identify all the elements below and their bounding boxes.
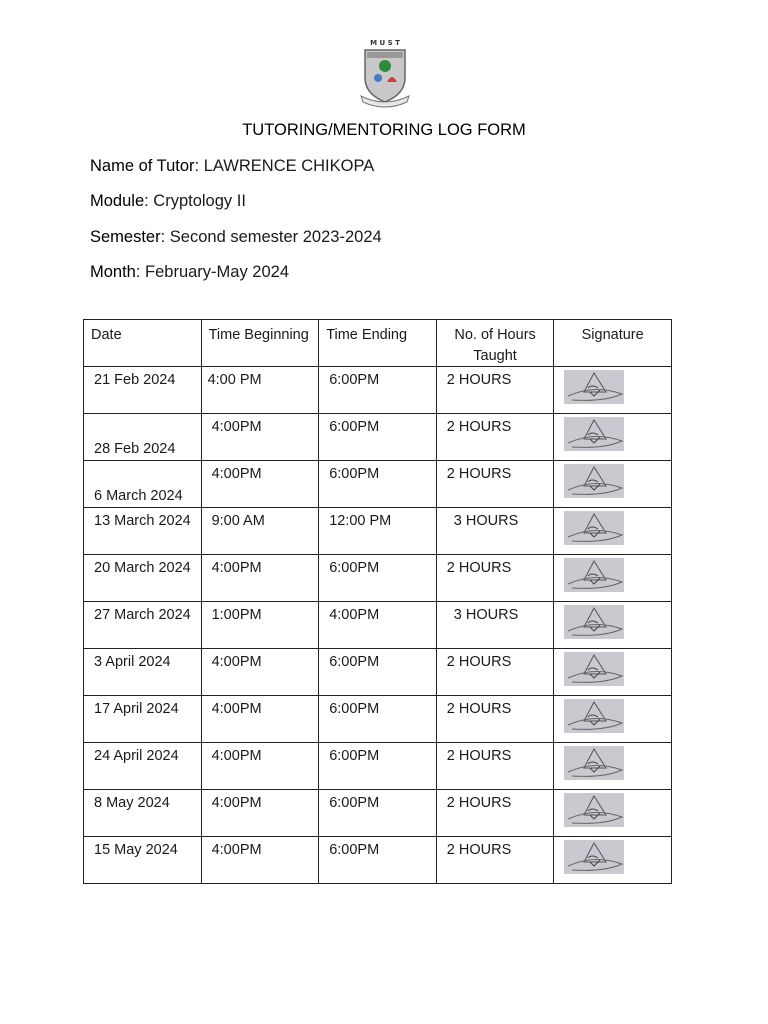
time-ending-cell: 6:00PM [319, 837, 437, 884]
signature-cell [554, 508, 672, 555]
signature-icon [564, 511, 624, 545]
signature-cell [554, 461, 672, 508]
date-cell: 3 April 2024 [84, 649, 202, 696]
month-label: Month [90, 263, 136, 281]
signature-cell [554, 367, 672, 414]
time-beginning-cell: 1:00PM [201, 602, 319, 649]
time-ending-cell: 6:00PM [319, 367, 437, 414]
signature-icon [564, 746, 624, 780]
signature-icon [564, 699, 624, 733]
form-title: TUTORING/MENTORING LOG FORM [242, 121, 526, 139]
table-row [84, 649, 672, 696]
table-row [84, 414, 672, 461]
tutor-line [90, 157, 374, 176]
date-cell: 13 March 2024 [84, 508, 202, 555]
date-cell: 28 Feb 2024 [84, 414, 202, 461]
time-beginning-cell: 4:00PM [201, 696, 319, 743]
hours-cell: 2 HOURS [436, 367, 554, 414]
signature-icon [564, 558, 624, 592]
time-beginning-cell: 4:00PM [201, 461, 319, 508]
signature-icon [564, 605, 624, 639]
time-ending-cell: 6:00PM [319, 414, 437, 461]
table-row [84, 461, 672, 508]
signature-icon [564, 793, 624, 827]
date-cell: 21 Feb 2024 [84, 367, 202, 414]
header-date: Date [84, 320, 202, 367]
time-beginning-cell: 4:00PM [201, 790, 319, 837]
semester-label: Semester [90, 228, 161, 246]
date-cell: 8 May 2024 [84, 790, 202, 837]
time-beginning-cell: 4:00PM [201, 743, 319, 790]
month-line [90, 263, 289, 282]
signature-cell [554, 414, 672, 461]
header-time-ending: Time Ending [319, 320, 437, 367]
signature-cell [554, 602, 672, 649]
time-beginning-cell: 9:00 AM [201, 508, 319, 555]
header-time-beginning: Time Beginning [201, 320, 319, 367]
time-ending-cell: 6:00PM [319, 555, 437, 602]
time-beginning-cell: 4:00PM [201, 837, 319, 884]
table-header-row [84, 320, 672, 367]
signature-icon [564, 417, 624, 451]
signature-icon [564, 652, 624, 686]
signature-cell [554, 790, 672, 837]
tutor-value: : LAWRENCE CHIKOPA [194, 157, 375, 175]
hours-cell: 2 HOURS [436, 790, 554, 837]
hours-cell: 2 HOURS [436, 696, 554, 743]
table-row [84, 790, 672, 837]
signature-cell [554, 743, 672, 790]
semester-line [90, 228, 382, 247]
time-ending-cell: 6:00PM [319, 696, 437, 743]
hours-cell: 2 HOURS [436, 414, 554, 461]
crest-text: M U S T [370, 39, 400, 47]
date-cell: 6 March 2024 [84, 461, 202, 508]
signature-icon [564, 370, 624, 404]
time-beginning-cell: 4:00PM [201, 649, 319, 696]
time-ending-cell: 6:00PM [319, 790, 437, 837]
module-value: : Cryptology II [144, 192, 246, 210]
header-hours: No. of Hours Taught [436, 320, 554, 367]
signature-cell [554, 837, 672, 884]
time-beginning-cell: 4:00PM [201, 414, 319, 461]
time-ending-cell: 4:00PM [319, 602, 437, 649]
signature-icon [564, 464, 624, 498]
time-ending-cell: 6:00PM [319, 743, 437, 790]
table-row [84, 602, 672, 649]
date-cell: 27 March 2024 [84, 602, 202, 649]
table-row [84, 508, 672, 555]
signature-cell [554, 649, 672, 696]
time-ending-cell: 6:00PM [319, 461, 437, 508]
hours-cell: 2 HOURS [436, 461, 554, 508]
signature-cell [554, 696, 672, 743]
table-row [84, 696, 672, 743]
month-value: : February-May 2024 [135, 263, 290, 281]
table-row [84, 555, 672, 602]
hours-cell: 3 HOURS [436, 602, 554, 649]
signature-icon [564, 840, 624, 874]
time-beginning-cell: 4:00 PM [201, 367, 319, 414]
date-cell: 24 April 2024 [84, 743, 202, 790]
hours-cell: 2 HOURS [436, 743, 554, 790]
date-cell: 20 March 2024 [84, 555, 202, 602]
hours-cell: 3 HOURS [436, 508, 554, 555]
hours-cell: 2 HOURS [436, 649, 554, 696]
semester-value: : Second semester 2023-2024 [160, 228, 382, 246]
date-cell: 17 April 2024 [84, 696, 202, 743]
time-ending-cell: 6:00PM [319, 649, 437, 696]
university-crest-icon [357, 36, 413, 110]
table-row [84, 743, 672, 790]
time-ending-cell: 12:00 PM [319, 508, 437, 555]
module-label: Module [90, 192, 145, 210]
time-beginning-cell: 4:00PM [201, 555, 319, 602]
table-row [84, 367, 672, 414]
hours-cell: 2 HOURS [436, 555, 554, 602]
module-line [90, 192, 246, 211]
log-table [83, 319, 672, 884]
tutor-label: Name of Tutor [90, 157, 195, 175]
date-cell: 15 May 2024 [84, 837, 202, 884]
header-signature: Signature [554, 320, 672, 367]
hours-cell: 2 HOURS [436, 837, 554, 884]
table-row [84, 837, 672, 884]
signature-cell [554, 555, 672, 602]
